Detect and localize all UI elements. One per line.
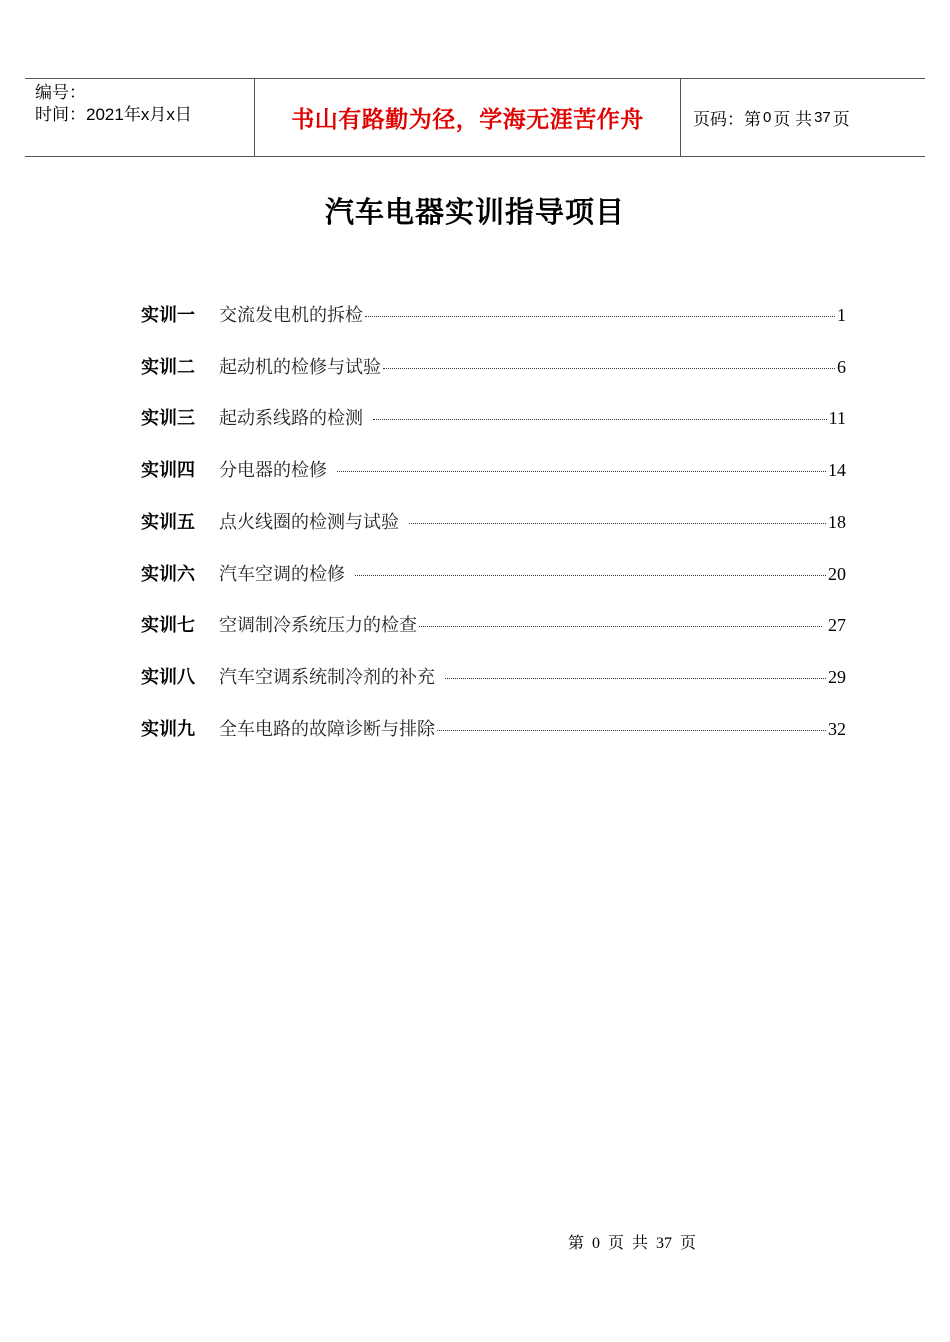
page-footer: 第 0 页 共 37 页 <box>568 1235 697 1252</box>
toc-entry-title: 起动系线路的检测 <box>219 408 363 429</box>
toc-entry[interactable] <box>141 507 846 537</box>
toc-entry-page: 20 <box>828 564 846 584</box>
page-current: 0 <box>763 109 772 126</box>
page-header <box>25 78 925 157</box>
document-title: 汽车电器实训指导项目 <box>324 195 625 229</box>
toc-entry[interactable] <box>141 300 846 330</box>
toc-dot-leader <box>419 625 822 627</box>
toc-entry-title: 起动机的检修与试验 <box>219 357 381 378</box>
header-motto-cell <box>255 79 681 156</box>
header-motto: 书山有路勤为径，学海无涯苦作舟 <box>291 107 644 133</box>
toc-entry-page: 18 <box>828 512 846 532</box>
toc-entry-page: 14 <box>828 460 846 480</box>
toc-entry-page: 32 <box>828 719 846 739</box>
toc-entry-title: 汽车空调系统制冷剂的补充 <box>219 667 435 688</box>
toc-dot-leader <box>365 315 835 317</box>
toc-entry-title: 全车电路的故障诊断与排除 <box>219 719 435 740</box>
toc-entry-page: 27 <box>828 615 846 635</box>
toc-dot-leader <box>337 470 826 472</box>
header-meta-cell <box>25 79 255 156</box>
toc-entry[interactable] <box>141 455 846 485</box>
toc-entry-page: 29 <box>828 667 846 687</box>
toc-entry-label: 实训六 <box>141 564 195 585</box>
toc-entry-title: 交流发电机的拆检 <box>219 305 363 326</box>
page-total: 37 <box>814 109 831 126</box>
toc-entry-label: 实训三 <box>141 408 195 429</box>
toc-entry-label: 实训二 <box>141 357 195 378</box>
toc-entry-title: 汽车空调的检修 <box>219 564 345 585</box>
page-mid: 页 共 <box>773 110 813 129</box>
toc-entry[interactable] <box>141 559 846 589</box>
toc-entry-label: 实训八 <box>141 667 195 688</box>
toc-entry[interactable] <box>141 610 846 640</box>
toc-entry[interactable] <box>141 403 846 433</box>
page-suffix: 页 <box>832 110 850 129</box>
toc-dot-leader <box>383 367 835 369</box>
toc-entry-page: 1 <box>837 305 846 325</box>
header-page-cell <box>681 79 925 156</box>
page-prefix: 页码：第 <box>693 110 761 129</box>
toc-dot-leader <box>409 522 826 524</box>
toc-entry-page: 11 <box>828 408 846 428</box>
toc-entry-label: 实训五 <box>141 512 195 533</box>
toc-entry-title: 点火线圈的检测与试验 <box>219 512 399 533</box>
toc-dot-leader <box>355 574 826 576</box>
toc-entry[interactable] <box>141 714 846 744</box>
toc-dot-leader <box>445 677 826 679</box>
toc-entry[interactable] <box>141 662 846 692</box>
toc-entry-page: 6 <box>837 357 846 377</box>
toc-entry[interactable] <box>141 352 846 382</box>
toc-entry-label: 实训七 <box>141 615 195 636</box>
toc-entry-label: 实训四 <box>141 460 195 481</box>
document-time-label: 时间：2021年x月x日 <box>35 105 192 124</box>
toc-entry-label: 实训一 <box>141 305 195 326</box>
toc-entry-title: 空调制冷系统压力的检查 <box>219 615 417 636</box>
toc-dot-leader <box>373 418 827 420</box>
toc-entry-label: 实训九 <box>141 719 195 740</box>
toc-dot-leader <box>437 729 826 731</box>
document-number-label: 编号： <box>35 83 86 102</box>
toc-entry-title: 分电器的检修 <box>219 460 327 481</box>
